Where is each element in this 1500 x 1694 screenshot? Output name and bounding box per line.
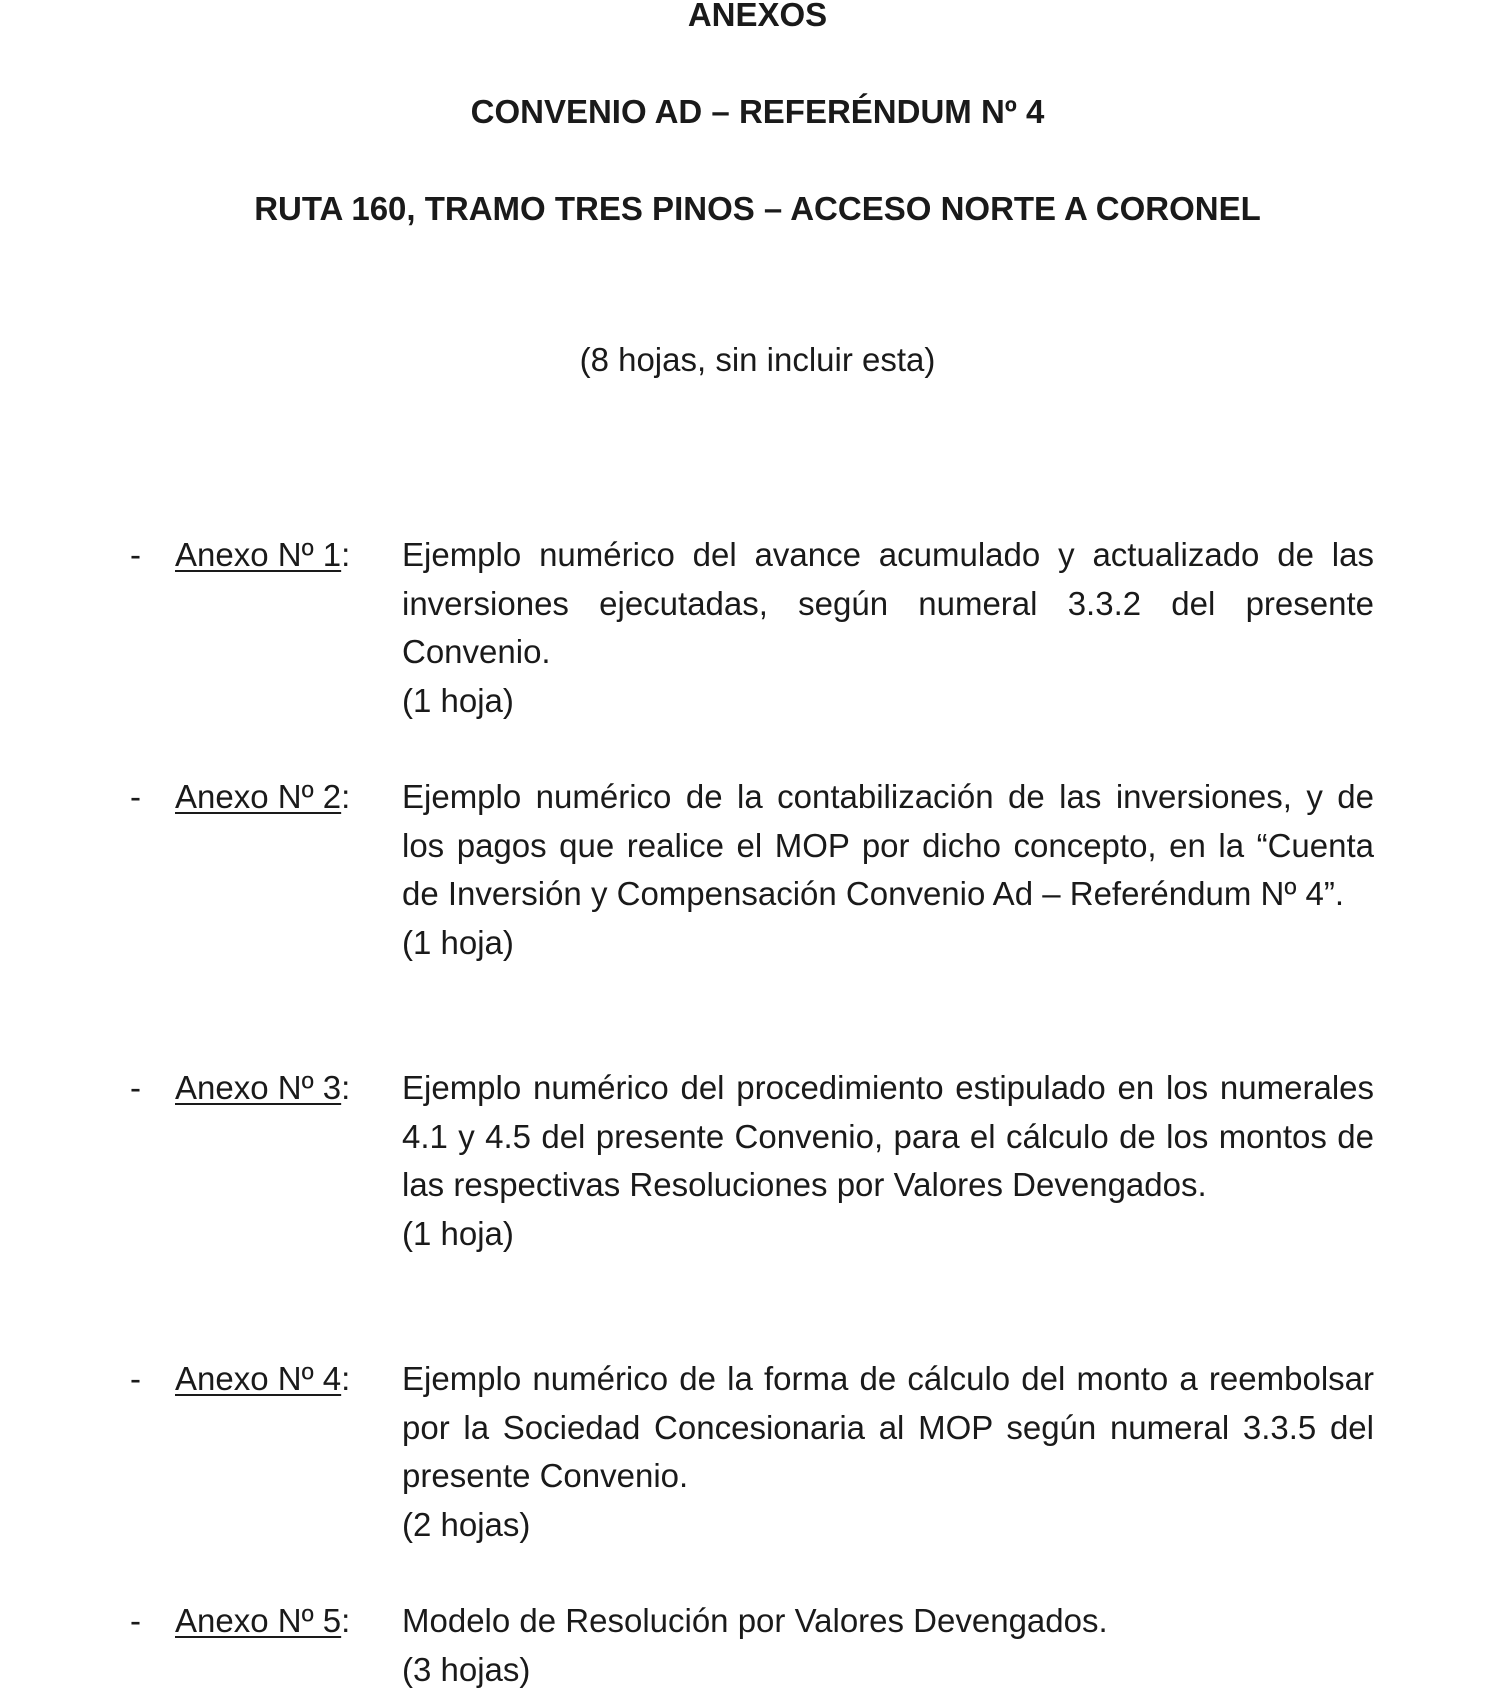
list-bullet: - bbox=[130, 531, 141, 580]
annex-page-count: (3 hojas) bbox=[402, 1646, 1374, 1694]
annex-description-text: Ejemplo numérico del procedimiento estipulado en los numerales 4.1 y 4.5 del presente Convenio, para el cálculo de los montos de las respectivas Resoluciones por Valores Devengados. bbox=[402, 1069, 1374, 1203]
annex-description bbox=[402, 1597, 1374, 1694]
annex-label: Anexo Nº 5: bbox=[175, 1597, 350, 1646]
list-bullet: - bbox=[130, 773, 141, 822]
annex-description bbox=[402, 1064, 1374, 1258]
list-bullet: - bbox=[130, 1064, 141, 1113]
annex-page-count: (1 hoja) bbox=[402, 919, 1374, 968]
annex-description bbox=[402, 773, 1374, 967]
route-heading: RUTA 160, TRAMO TRES PINOS – ACCESO NORTE A CORONEL bbox=[0, 189, 1500, 229]
sheets-note: (8 hojas, sin incluir esta) bbox=[0, 340, 1500, 380]
annex-description-text: Ejemplo numérico del avance acumulado y actualizado de las inversiones ejecutadas, según numeral 3.3.2 del presente Convenio. bbox=[402, 536, 1374, 670]
annex-page-count: (2 hojas) bbox=[402, 1501, 1374, 1550]
annex-description-text: Ejemplo numérico de la contabilización de las inversiones, y de los pagos que realice el MOP por dicho concepto, en la “Cuenta de Inversión y Compensación Convenio Ad – Referéndum Nº 4”. bbox=[402, 778, 1374, 912]
annex-page-count: (1 hoja) bbox=[402, 677, 1374, 726]
annex-label: Anexo Nº 2: bbox=[175, 773, 350, 822]
list-bullet: - bbox=[130, 1355, 141, 1404]
annex-description bbox=[402, 531, 1374, 725]
document-title: ANEXOS bbox=[0, 0, 1500, 35]
annex-description-text: Modelo de Resolución por Valores Devengados. bbox=[402, 1602, 1108, 1639]
list-bullet: - bbox=[130, 1597, 141, 1646]
agreement-subtitle: CONVENIO AD – REFERÉNDUM Nº 4 bbox=[0, 92, 1500, 132]
annex-label: Anexo Nº 3: bbox=[175, 1064, 350, 1113]
annex-page-count: (1 hoja) bbox=[402, 1210, 1374, 1259]
annex-label: Anexo Nº 4: bbox=[175, 1355, 350, 1404]
annex-label: Anexo Nº 1: bbox=[175, 531, 350, 580]
annex-description-text: Ejemplo numérico de la forma de cálculo del monto a reembolsar por la Sociedad Concesionaria al MOP según numeral 3.3.5 del presente Convenio. bbox=[402, 1360, 1374, 1494]
annex-description bbox=[402, 1355, 1374, 1549]
